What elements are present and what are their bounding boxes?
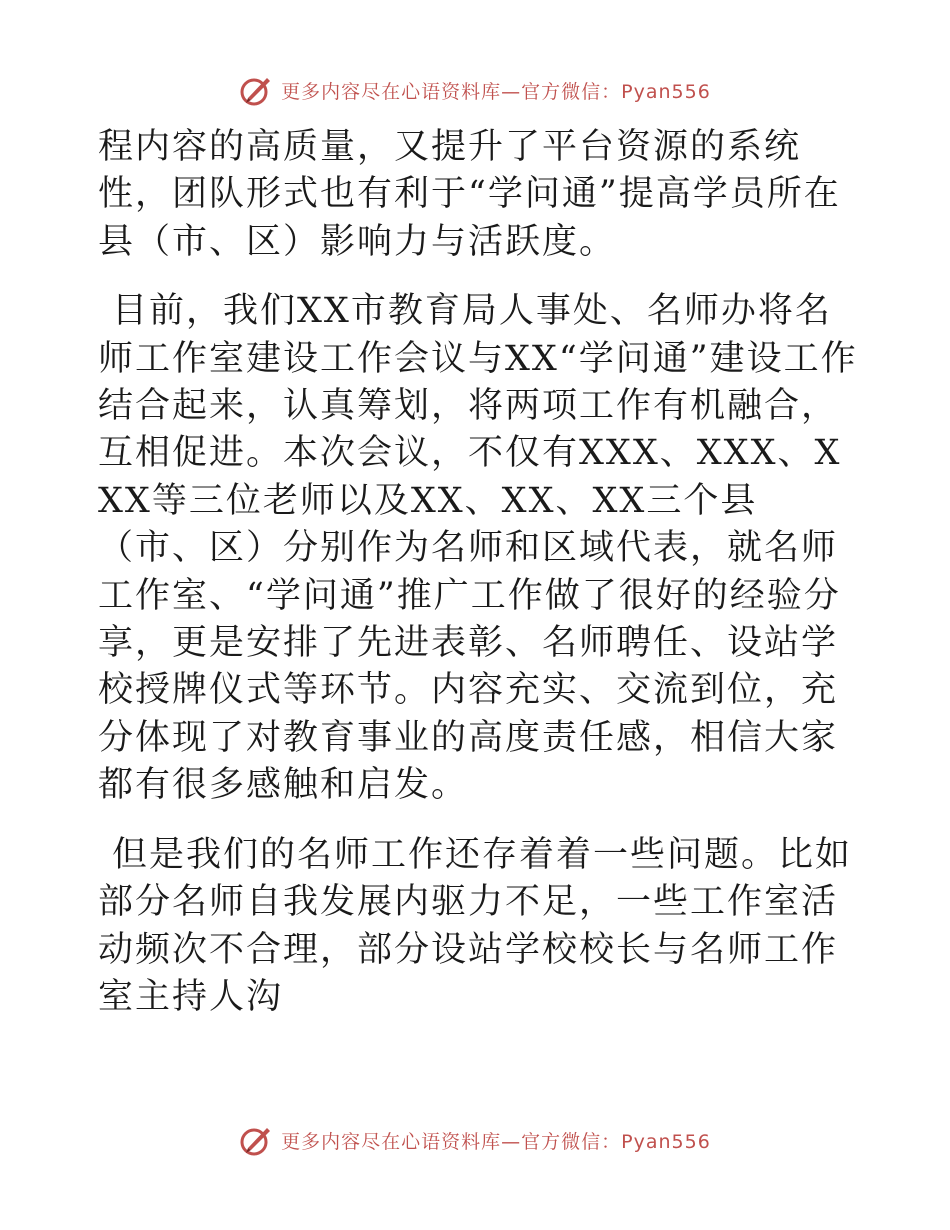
header-banner-text: 更多内容尽在心语资料库—官方微信：Pyan556 — [281, 80, 711, 103]
footer-banner-text: 更多内容尽在心语资料库—官方微信：Pyan556 — [281, 1130, 711, 1153]
footer-watermark-banner — [0, 1120, 950, 1160]
paragraph-3: 但是我们的名师工作还存着着一些问题。比如部分名师自我发展内驱力不足，一些工作室活动频次不合理，部分设站学校校长与名师工作室主持人沟 — [98, 834, 853, 1017]
quill-pen-circle-icon — [239, 1123, 273, 1157]
paragraph-2: 目前，我们XX市教育局人事处、名师办将名师工作室建设工作会议与XX“学问通”建设工作结合起来，认真筹划，将两项工作有机融合，互相促进。本次会议，不仅有XXX、XXX、XXX等三位老师以及XX、XX、XX三个县（市、区）分别作为名师和区域代表，就名师工作室、“学问通”推广工作做了很好的经验分享，更是安排了先进表彰、名师聘任、设站学校授牌仪式等环节。内容充实、交流到位，充分体现了对教育事业的高度责任感，相信大家都有很多感触和启发。 — [98, 291, 858, 806]
header-watermark-banner — [0, 70, 950, 110]
document-body — [98, 124, 858, 1021]
paragraph-1: 程内容的高质量，又提升了平台资源的系统性，团队形式也有利于“学问通”提高学员所在县（市、区）影响力与活跃度。 — [98, 127, 841, 262]
quill-pen-circle-icon — [239, 73, 273, 107]
